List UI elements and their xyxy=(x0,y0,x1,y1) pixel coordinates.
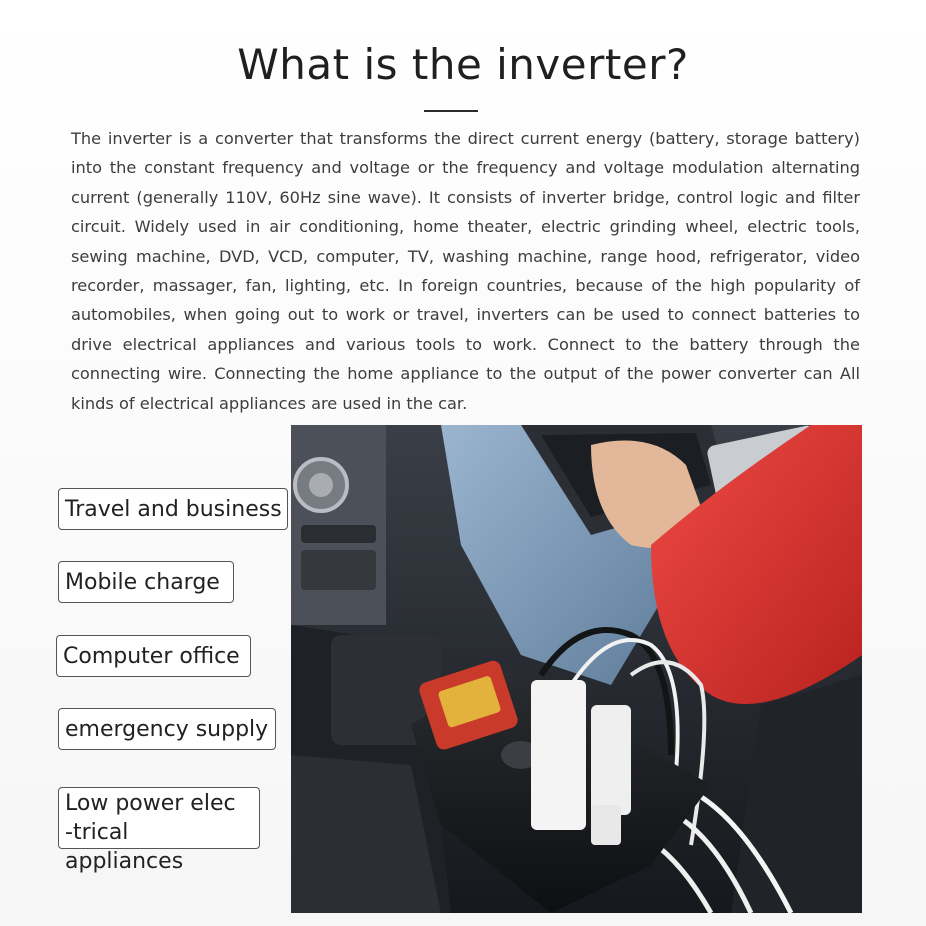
feature-label-travel xyxy=(58,488,288,530)
car-interior-illustration xyxy=(291,425,862,913)
description-paragraph: The inverter is a converter that transforms the direct current energy (battery, storage battery) into the constant frequency and voltage or the frequency and voltage modulation alternating current (generally 110V, 60Hz sine wave). It consists of inverter bridge, control logic and filter circuit. Widely used in air conditioning, home theater, electric grinding wheel, electric tools, sewing machine, DVD, VCD, computer, TV, washing machine, range hood, refrigerator, video recorder, massager, fan, lighting, etc. In foreign countries, because of the high popularity of automobiles, when going out to work or travel, inverters can be used to connect batteries to drive electrical appliances and various tools to work. Connect to the battery through the connecting wire. Connecting the home appliance to the output of the power converter can All kinds of electrical appliances are used in the car. xyxy=(71,129,860,413)
feature-label-text: Computer office xyxy=(63,643,240,669)
feature-label-emergency-supply xyxy=(58,708,276,750)
feature-label-mobile-charge xyxy=(58,561,234,603)
feature-label-text: Mobile charge xyxy=(65,569,220,595)
feature-label-text-line1: Low power elec xyxy=(65,791,236,816)
title-underline xyxy=(424,110,478,112)
feature-label-computer-office xyxy=(56,635,251,677)
feature-label-text: emergency supply xyxy=(65,716,269,742)
product-photo xyxy=(291,425,862,913)
feature-label-text-line2: -trical appliances xyxy=(65,820,184,874)
feature-label-text: Travel and business xyxy=(65,496,282,522)
feature-label-low-power xyxy=(58,787,260,874)
page-title: What is the inverter? xyxy=(237,40,689,89)
